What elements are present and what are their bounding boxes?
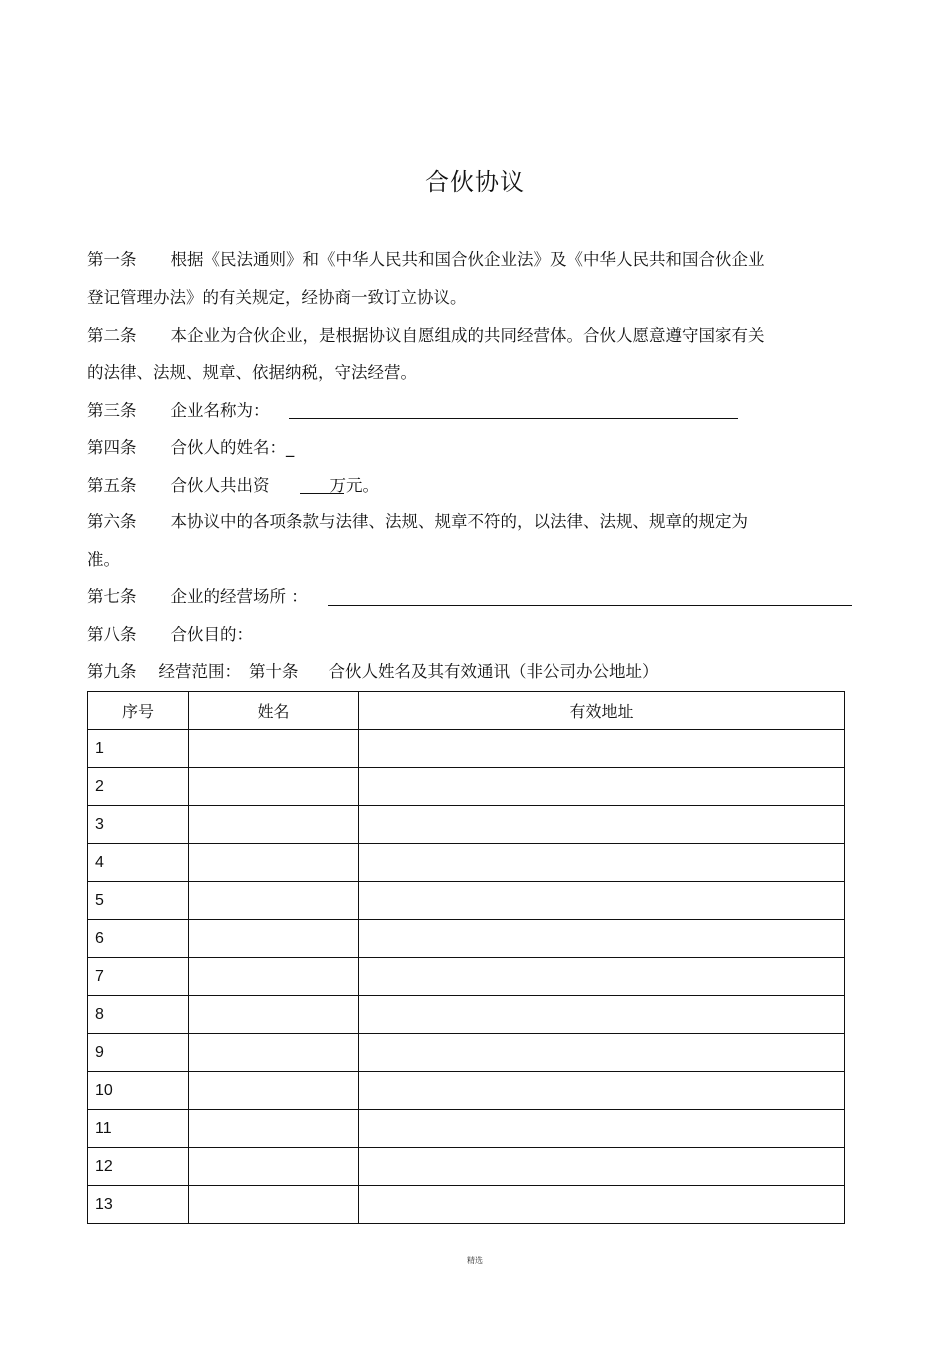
article-7-number: 第七条 [87,587,137,606]
article-6-number: 第六条 [87,512,137,531]
table-row [88,920,845,958]
name-cell[interactable] [189,844,359,882]
table-row [88,996,845,1034]
serial-cell: 5 [88,882,189,920]
article-5-text: 合伙人共出资 [170,476,270,495]
article-3 [87,401,270,421]
name-cell[interactable] [189,1186,359,1224]
table-row [88,730,845,768]
footer-mark: 精选 [467,1256,483,1265]
article-4 [87,438,294,458]
article-6 [87,512,748,532]
address-cell[interactable] [359,1110,845,1148]
table-row [88,1186,845,1224]
address-cell[interactable] [359,1186,845,1224]
column-header-name: 姓名 [189,692,359,730]
serial-cell: 3 [88,806,189,844]
name-cell[interactable] [189,768,359,806]
serial-cell: 8 [88,996,189,1034]
article-10-number: 第十条 [249,662,299,681]
serial-cell: 11 [88,1110,189,1148]
serial-cell: 13 [88,1186,189,1224]
article-5-number: 第五条 [87,476,137,495]
article-2-number: 第二条 [87,326,137,345]
article-8 [87,625,253,645]
article-9-10 [87,662,659,682]
business-premises-blank[interactable] [328,605,852,606]
table-header-row [88,692,845,730]
article-7-text: 企业的经营场所 ： [170,587,308,606]
name-cell[interactable] [189,958,359,996]
article-2-text-line1: 本企业为合伙企业，是根据协议自愿组成的共同经营体。合伙人愿意遵守国家有关 [170,326,765,345]
table-row [88,806,845,844]
serial-cell: 1 [88,730,189,768]
address-cell[interactable] [359,996,845,1034]
name-cell[interactable] [189,1072,359,1110]
article-8-number: 第八条 [87,625,137,644]
article-3-number: 第三条 [87,401,137,420]
article-2-text-line2: 的法律、法规、规章、依据纳税，守法经营。 [87,363,417,382]
address-cell[interactable] [359,1034,845,1072]
article-2 [87,326,765,346]
table-row [88,882,845,920]
address-cell[interactable] [359,1072,845,1110]
address-cell[interactable] [359,768,845,806]
article-10-text: 合伙人姓名及其有效通讯（非公司办公地址） [328,662,659,681]
company-name-blank[interactable] [289,418,738,419]
table-row [88,844,845,882]
serial-cell: 10 [88,1072,189,1110]
partner-table [87,691,845,1224]
article-6-text-line2: 准。 [87,550,120,569]
table-row [88,958,845,996]
serial-cell: 2 [88,768,189,806]
name-cell[interactable] [189,882,359,920]
name-cell[interactable] [189,920,359,958]
article-7 [87,587,308,607]
column-header-serial: 序号 [88,692,189,730]
serial-cell: 6 [88,920,189,958]
table-row [88,1034,845,1072]
address-cell[interactable] [359,920,845,958]
address-cell[interactable] [359,1148,845,1186]
name-cell[interactable] [189,1110,359,1148]
article-8-text: 合伙目的： [170,625,253,644]
serial-cell: 12 [88,1148,189,1186]
document-title: 合伙协议 [425,168,525,196]
article-4-text: 合伙人的姓名：_ [170,438,295,457]
address-cell[interactable] [359,730,845,768]
name-cell[interactable] [189,1034,359,1072]
column-header-address: 有效地址 [359,692,845,730]
table-row [88,1072,845,1110]
table-row [88,768,845,806]
article-6-text-line1: 本协议中的各项条款与法律、法规、规章不符的，以法律、法规、规章的规定为 [170,512,748,531]
address-cell[interactable] [359,882,845,920]
serial-cell: 9 [88,1034,189,1072]
address-cell[interactable] [359,958,845,996]
name-cell[interactable] [189,1148,359,1186]
article-1-text-line1: 根据《民法通则》和《中华人民共和国合伙企业法》及《中华人民共和国合伙企业 [170,250,765,269]
address-cell[interactable] [359,844,845,882]
article-3-text: 企业名称为： [170,401,270,420]
article-9-number: 第九条 [87,662,137,681]
article-1-number: 第一条 [87,250,137,269]
table-row [88,1110,845,1148]
article-9-text: 经营范围： [158,662,241,681]
name-cell[interactable] [189,806,359,844]
address-cell[interactable] [359,806,845,844]
article-1-text-line2: 登记管理办法》的有关规定，经协商一致订立协议。 [87,288,467,307]
serial-cell: 4 [88,844,189,882]
article-4-number: 第四条 [87,438,137,457]
article-5-unit: 万元。 [329,476,379,495]
capital-amount-blank[interactable] [300,493,344,494]
name-cell[interactable] [189,996,359,1034]
article-1 [87,250,765,270]
name-cell[interactable] [189,730,359,768]
serial-cell: 7 [88,958,189,996]
table-row [88,1148,845,1186]
